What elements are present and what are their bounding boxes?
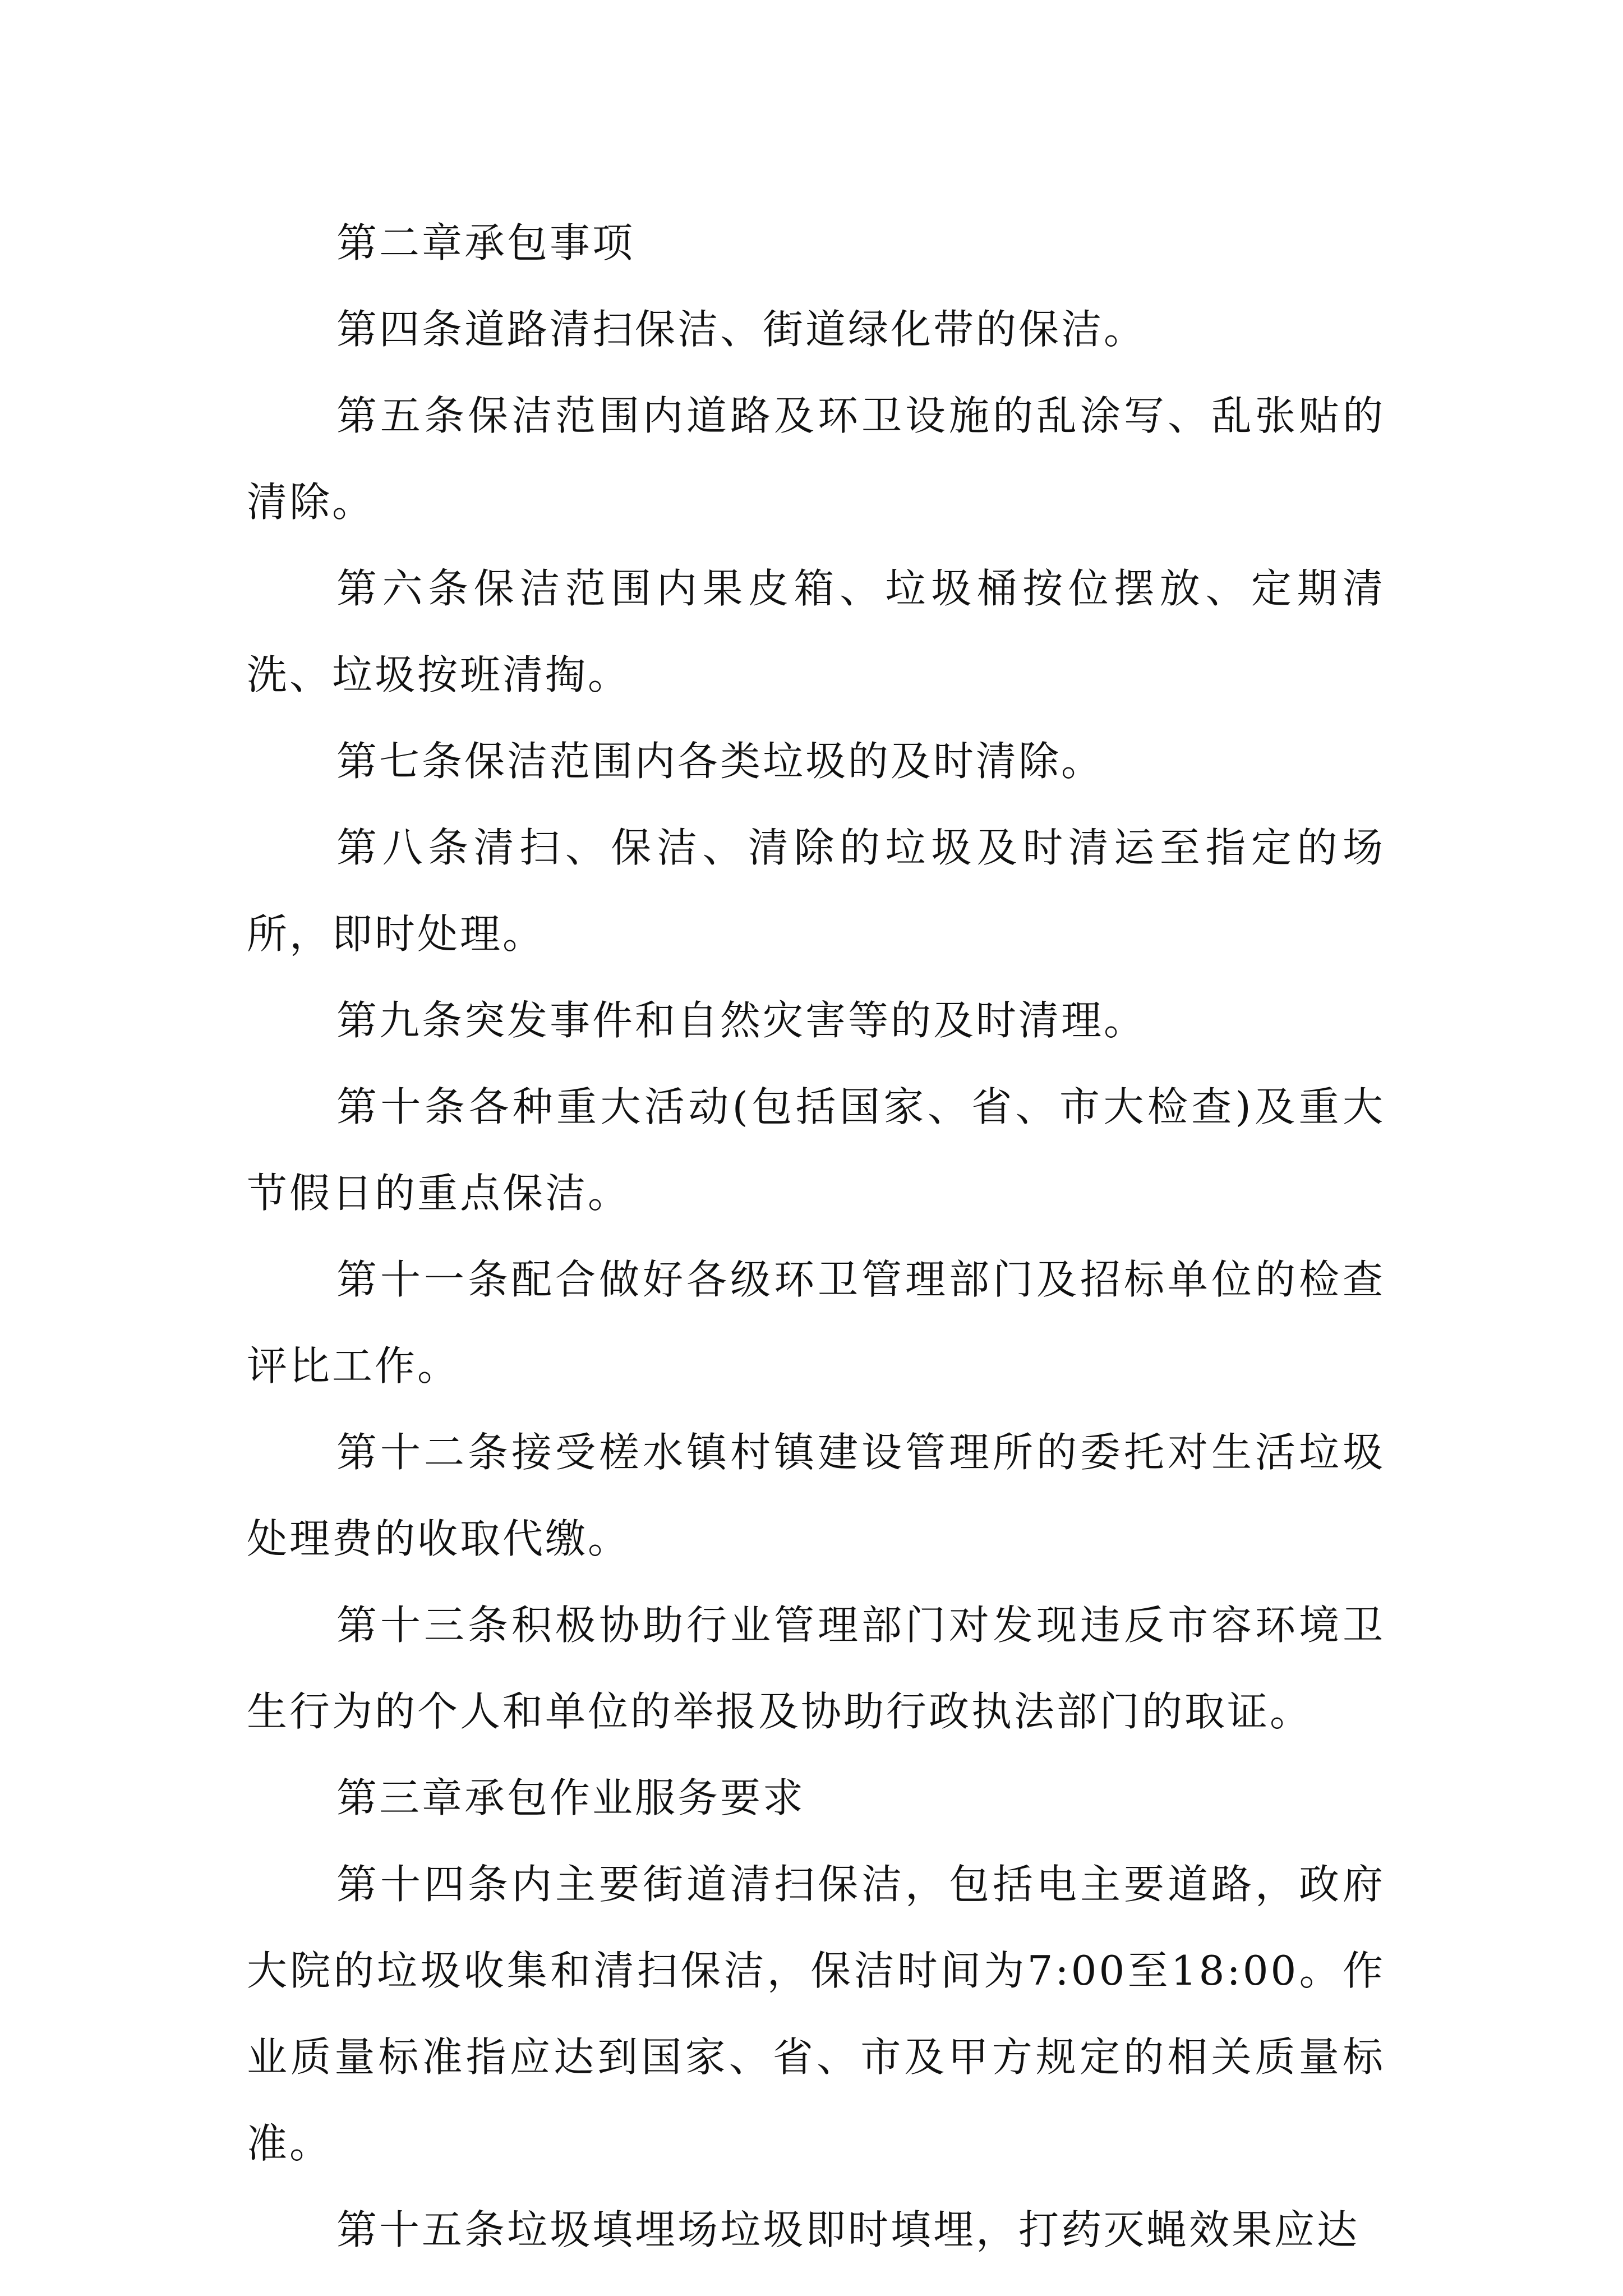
- article-paragraph: 第十二条接受槎水镇村镇建设管理所的委托对生活垃圾处理费的收取代缴。: [247, 1429, 1385, 1562]
- article-paragraph: 第六条保洁范围内果皮箱、垃圾桶按位摆放、定期清洗、垃圾按班清掏。: [247, 565, 1385, 698]
- article-paragraph: 第四条道路清扫保洁、街道绿化带的保洁。: [336, 306, 1147, 353]
- chapter-heading: 第三章承包作业服务要求: [336, 1774, 806, 1821]
- article-paragraph: 第九条突发事件和自然灾害等的及时清理。: [336, 997, 1147, 1044]
- article-paragraph: 第十一条配合做好各级环卫管理部门及招标单位的检查评比工作。: [247, 1256, 1385, 1389]
- article-paragraph: 第八条清扫、保洁、清除的垃圾及时清运至指定的场所，即时处理。: [247, 824, 1385, 958]
- document-body: [247, 200, 1385, 2273]
- article-paragraph: 第十四条内主要街道清扫保洁，包括电主要道路，政府大院的垃圾收集和清扫保洁，保洁时间为7:00至18:00。作业质量标准指应达到国家、省、市及甲方规定的相关质量标准。: [247, 1861, 1385, 2167]
- article-paragraph: 第七条保洁范围内各类垃圾的及时清除。: [336, 738, 1104, 785]
- article-paragraph: 第十五条垃圾填埋场垃圾即时填埋，打药灭蝇效果应达: [336, 2206, 1360, 2253]
- chapter-heading: 第二章承包事项: [336, 219, 635, 266]
- article-paragraph: 第十三条积极协助行业管理部门对发现违反市容环境卫生行为的个人和单位的举报及协助行政执法部门的取证。: [247, 1602, 1385, 1735]
- article-paragraph: 第十条各种重大活动(包括国家、省、市大检查)及重大节假日的重点保洁。: [247, 1083, 1385, 1217]
- article-paragraph: 第五条保洁范围内道路及环卫设施的乱涂写、乱张贴的清除。: [247, 392, 1385, 526]
